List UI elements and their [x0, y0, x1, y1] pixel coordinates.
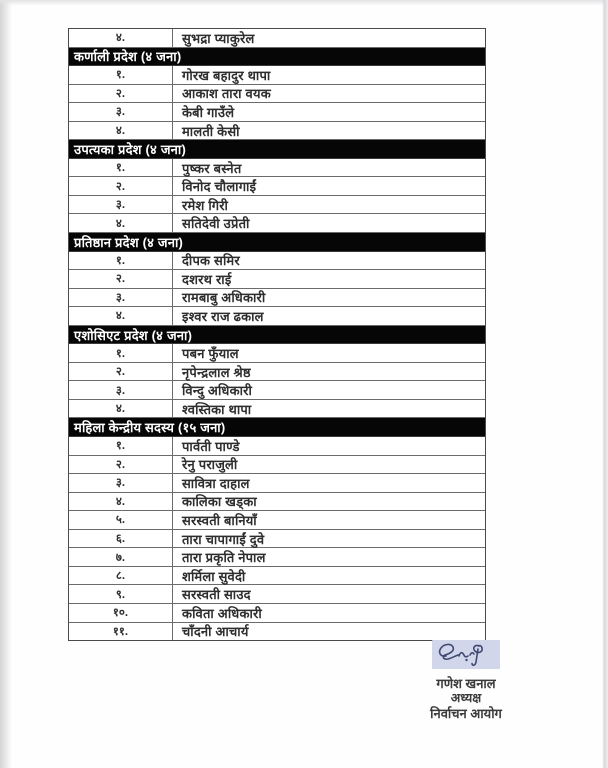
table-row [69, 400, 485, 419]
section-header-row: उपत्यका प्रदेश (४ जना) [69, 140, 485, 159]
signature-image [432, 640, 500, 669]
member-name-cell: दीपक समिर [182, 253, 240, 269]
serial-number-cell: १. [69, 66, 173, 84]
serial-number-cell: १. [69, 159, 173, 177]
table-row [69, 252, 485, 271]
table-row [69, 493, 485, 512]
section-header-row: एशोसिएट प्रदेश (४ जना) [69, 326, 485, 345]
member-name-cell: पार्वती पाण्डे [182, 438, 240, 454]
member-name-cell: नृपेन्द्रलाल श्रेष्ठ [182, 364, 251, 380]
table-row [69, 474, 485, 493]
member-name-cell: रमेश गिरी [182, 197, 229, 213]
serial-number-cell: ११. [69, 623, 173, 641]
member-name-cell: सरस्वती साउद [182, 587, 251, 603]
serial-number-cell: ५. [69, 511, 173, 529]
table-row [69, 66, 485, 85]
table-row [69, 381, 485, 400]
table-row [69, 530, 485, 549]
serial-number-cell: २. [69, 177, 173, 195]
table-row [69, 548, 485, 567]
serial-number-cell: ३. [69, 381, 173, 399]
table-row [69, 307, 485, 326]
member-name-cell: पबन फुँयाल [182, 346, 239, 362]
serial-number-cell: १. [69, 437, 173, 455]
photo-edge-top [0, 0, 608, 6]
signatory-name: गणेश खनाल [436, 676, 496, 691]
member-name-cell: कालिका खड्का [182, 494, 257, 510]
signature-block [404, 640, 528, 721]
member-name-cell: विनोद चौलागाईं [182, 179, 257, 195]
table-row [69, 196, 485, 215]
member-name-cell: सावित्रा दाहाल [182, 475, 250, 491]
table-row [69, 122, 485, 141]
signature-dot [465, 659, 467, 661]
serial-number-cell: ३. [69, 474, 173, 492]
serial-number-cell: ४. [69, 493, 173, 511]
table-row [69, 177, 485, 196]
member-name-cell: दशरथ राई [182, 271, 232, 287]
table-row [69, 363, 485, 382]
member-name-cell: श्वस्तिका थापा [182, 401, 252, 417]
section-header-row: कर्णाली प्रदेश (४ जना) [69, 48, 485, 67]
member-name-cell: शर्मिला सुवेदी [182, 568, 246, 584]
serial-number-cell: ८. [69, 567, 173, 585]
member-name-cell: सुभद्रा प्याकुरेल [182, 30, 255, 46]
serial-number-cell: ९. [69, 585, 173, 603]
member-name-cell: इश्वर राज ढकाल [182, 308, 264, 324]
table-row [69, 289, 485, 308]
signatory-title: अध्यक्ष [450, 691, 482, 705]
table-row [69, 270, 485, 289]
section-header-row: प्रतिष्ठान प्रदेश (४ जना) [69, 233, 485, 252]
member-name-cell: केबी गाउँले [182, 104, 235, 120]
signatory-organization: निर्वाचन आयोग [430, 705, 502, 721]
table-row [69, 456, 485, 475]
serial-number-cell: १. [69, 252, 173, 270]
member-name-cell: गोरख बहादुर थापा [182, 67, 271, 83]
serial-number-cell: ४. [69, 400, 173, 418]
members-table [68, 28, 486, 641]
member-name-cell: सतिदेवी उप्रेती [182, 216, 250, 232]
serial-number-cell: १. [69, 344, 173, 362]
table-row [69, 623, 485, 641]
member-name-cell: विन्दु अधिकारी [182, 383, 253, 399]
serial-number-cell: ३. [69, 289, 173, 307]
member-name-cell: सरस्वती बानियाँ [182, 513, 257, 528]
member-name-cell: कविता अधिकारी [182, 605, 262, 621]
table-row [69, 159, 485, 178]
table-row [69, 214, 485, 233]
table-row [69, 29, 485, 48]
member-name-cell: तारा प्रकृति नेपाल [182, 550, 266, 566]
serial-number-cell: १०. [69, 604, 173, 622]
member-name-cell: मालती केसी [182, 123, 240, 139]
table-row [69, 604, 485, 623]
serial-number-cell: ३. [69, 103, 173, 121]
member-name-cell: तारा चापागाईं दुवे [182, 531, 265, 547]
table-row [69, 103, 485, 122]
member-name-cell: रामबाबु अधिकारी [182, 290, 266, 306]
serial-number-cell: २. [69, 363, 173, 381]
photo-edge-right [602, 0, 608, 768]
member-name-cell: रेनु पराजुली [182, 457, 238, 473]
table-row [69, 85, 485, 104]
serial-number-cell: ४. [69, 307, 173, 325]
table-row [69, 437, 485, 456]
member-name-cell: चाँदनी आचार्य [182, 624, 249, 640]
signature-stroke [440, 644, 483, 665]
serial-number-cell: ४. [69, 214, 173, 232]
photo-edge-left [0, 0, 12, 768]
serial-number-cell: २. [69, 456, 173, 474]
serial-number-cell: ४. [69, 29, 173, 47]
serial-number-cell: ६. [69, 530, 173, 548]
serial-number-cell: २. [69, 85, 173, 103]
table-row [69, 567, 485, 586]
table-row [69, 344, 485, 363]
member-name-cell: पुष्कर बस्नेत [182, 160, 242, 176]
serial-number-cell: ३. [69, 196, 173, 214]
serial-number-cell: ७. [69, 548, 173, 566]
table-row [69, 511, 485, 530]
serial-number-cell: २. [69, 270, 173, 288]
serial-number-cell: ४. [69, 122, 173, 140]
member-name-cell: आकाश तारा वयक [182, 86, 271, 102]
table-row [69, 585, 485, 604]
section-header-row: महिला केन्द्रीय सदस्य (१५ जना) [69, 418, 485, 437]
